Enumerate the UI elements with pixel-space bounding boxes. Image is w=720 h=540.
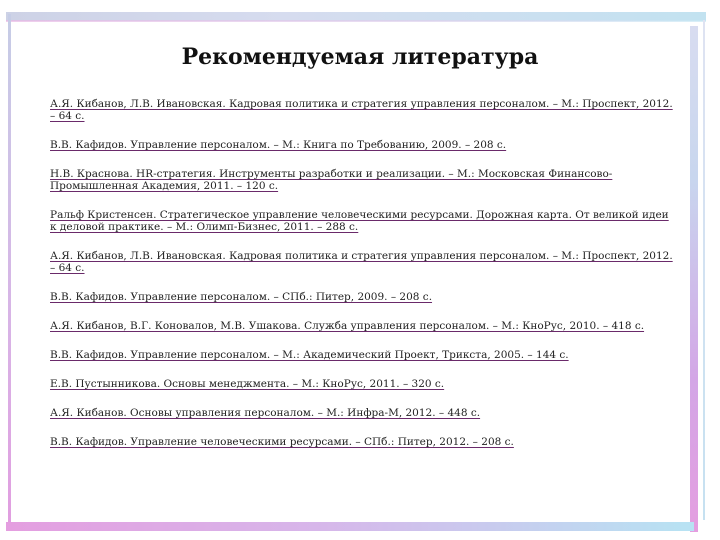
frame-bottom-bar [6,522,694,531]
reference-item[interactable]: В.В. Кафидов. Управление человеческими ресурсами. – СПб.: Питер, 2012. – 208 с. [50,436,514,448]
reference-item[interactable]: А.Я. Кибанов, Л.В. Ивановская. Кадровая политика и стратегия управления персоналом. – М.: Проспект, 2012. – 64 с. [50,250,673,274]
reference-item[interactable]: В.В. Кафидов. Управление персоналом. – М.: Академический Проект, Трикста, 2005. – 144 с. [50,349,569,361]
reference-item[interactable]: В.В. Кафидов. Управление персоналом. – СПб.: Питер, 2009. – 208 с. [50,291,433,303]
frame-right-bar [690,26,698,532]
frame-top-accent [6,20,706,22]
reference-item[interactable]: Е.В. Пустынникова. Основы менеджмента. – М.: КноРус, 2011. – 320 с. [50,378,445,390]
reference-item[interactable]: А.Я. Кибанов. Основы управления персоналом. – М.: Инфра-М, 2012. – 448 с. [50,407,481,419]
slide-title: Рекомендуемая литература [181,44,539,70]
reference-item[interactable]: В.В. Кафидов. Управление персоналом. – М.: Книга по Требованию, 2009. – 208 с. [50,139,507,151]
frame-right-accent [703,20,705,520]
frame-left-bar [8,14,11,526]
reference-item[interactable]: А.Я. Кибанов, В.Г. Коновалов, М.В. Ушакова. Служба управления персоналом. – М.: КноРус, 2010. – 418 с. [50,320,645,332]
reference-list [50,98,675,465]
reference-item[interactable]: А.Я. Кибанов, Л.В. Ивановская. Кадровая политика и стратегия управления персоналом. – М.: Проспект, 2012. – 64 с. [50,98,673,122]
reference-item[interactable]: Н.В. Краснова. HR-стратегия. Инструменты разработки и реализации. – М.: Московская Финансово-Промышленная Академия, 2011. – 120 с. [50,168,613,192]
reference-item[interactable]: Ральф Кристенсен. Стратегическое управление человеческими ресурсами. Дорожная карта. От великой идеи к деловой практике. – М.: Олимп-Бизнес, 2011. – 288 с. [50,209,669,233]
